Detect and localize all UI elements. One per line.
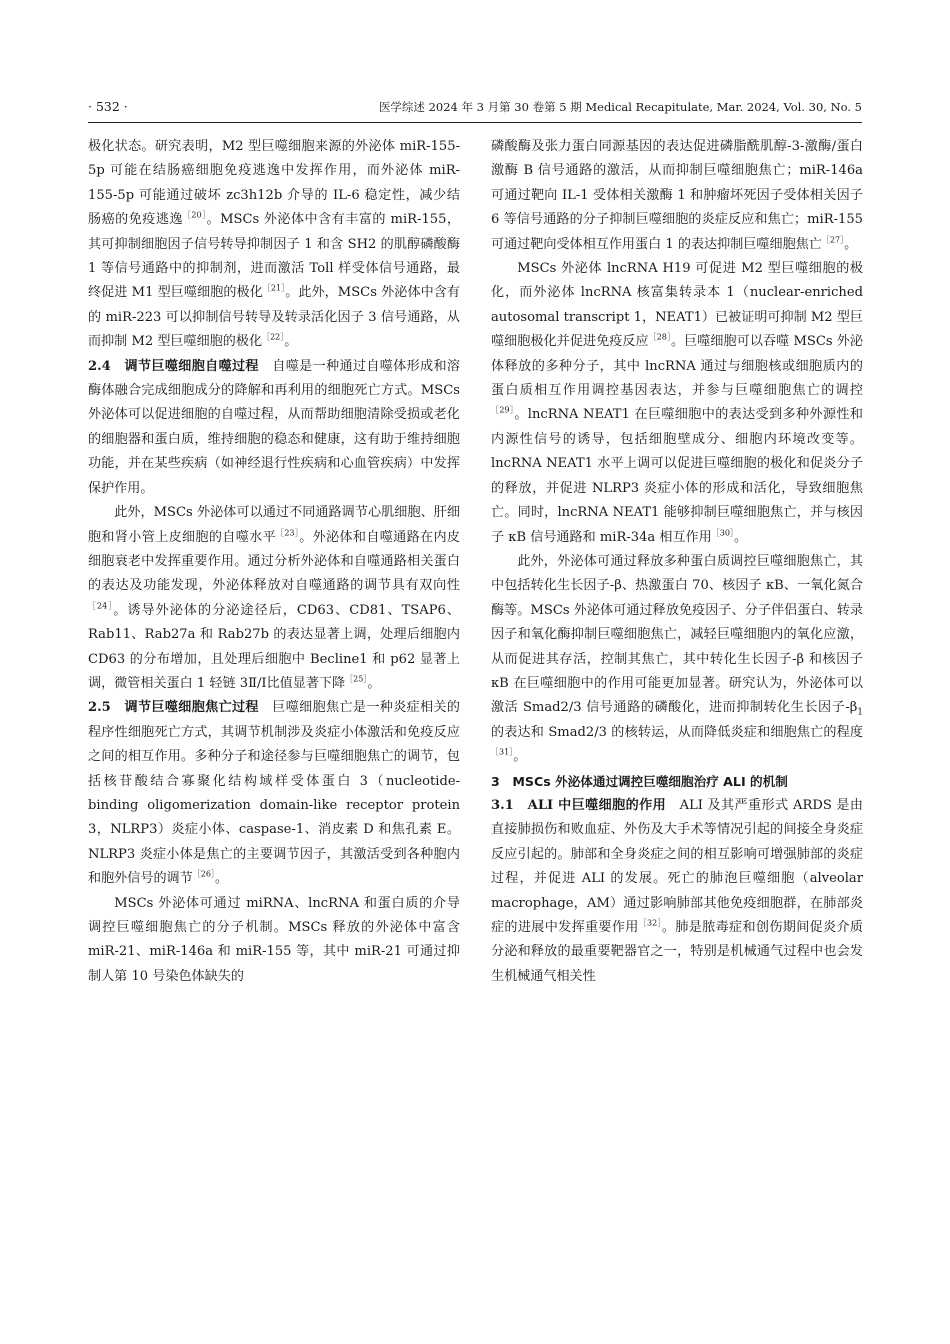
citation: ［24］ [88,601,114,611]
section-2-5: 2.5 调节巨噬细胞焦亡过程 巨噬细胞焦亡是一种炎症相关的程序性细胞死亡方式，其调节机制涉及炎症小体激活和免疫反应之间的相互作用。多种分子和途径参与巨噬细胞焦亡的调节，包括核苷酸结合寡聚化结构域样受体蛋白 3（nucleotide-binding oligomerization domain-like receptor protein 3，NLRP3）炎症小体、caspase-1、消皮素 D 和焦孔素 E。NLRP3 炎症小体是焦亡的主要调节因子，其激活受到各种胞内和胞外信号的调节$^{[26]}$。 [88,700,461,887]
right-column [491,135,863,989]
citation: ［30］ [711,528,734,538]
section-heading: 3.1 ALI 中巨噬细胞的作用 [491,797,667,813]
citation: ［21］ [262,284,286,294]
header-rule [88,122,862,123]
citation: ［22］ [262,332,285,342]
section-heading: 2.4 调节巨噬细胞自噬过程 [88,358,259,374]
journal-citation: 医学综述 2024 年 3 月第 30 卷第 5 期 Medical Recapitulate, Mar. 2024, Vol. 30, No. 5 [378,100,862,114]
left-column [88,135,460,989]
section-2-4: 2.4 调节巨噬细胞自噬过程 自噬是一种通过自噬体形成和溶酶体融合完成细胞成分的降解和再利用的细胞死亡方式。MSCs 外泌体可以促进细胞的自噬过程，从而帮助细胞清除受损或老化的细胞器和蛋白质，维持细胞的稳态和健康，这有助于维持细胞功能，并在某些疾病（如神经退行性疾病和心血管疾病）中发挥保护作用。 [88,358,461,496]
citation: ［28］ [648,332,671,342]
paragraph: 磷酸酶及张力蛋白同源基因的表达促进磷脂酰肌醇-3-激酶/蛋白激酶 B 信号通路的激活，从而抑制巨噬细胞焦亡；miR-146a 可通过靶向 IL-1 受体相关激酶 1 和肿瘤坏死因子受体相关因子 6 等信号通路的分子抑制巨噬细胞的炎症反应和焦亡；miR-155 可通过靶向受体相互作用蛋白 1 的表达抑制巨噬细胞焦亡$^{[27]}$。 [491,139,863,252]
section-3-heading: 3 MSCs 外泌体通过调控巨噬细胞治疗 ALI 的机制 [491,773,788,789]
paragraph: 此外，MSCs 外泌体可以通过不同通路调节心肌细胞、肝细胞和肾小管上皮细胞的自噬水平$^{[23]}$。外泌体和自噬通路在内皮细胞衰老中发挥重要作用。通过分析外泌体和自噬通路相关蛋白的表达及功能发现，外泌体释放对自噬通路的调节具有双向性$^{[24]}$。诱导外泌体的分泌途径后，CD63、CD81、TSAP6、Rab11、Rab27a 和 Rab27b 的表达显著上调，处理后细胞内 CD63 的分布增加，且处理后细胞中 Becline1 和 p62 显著上调，微管相关蛋白 1 轻链 3Ⅱ/Ⅰ比值显著下降$^{[25]}$。 [88,505,460,691]
citation: ［23］ [276,528,300,538]
running-header [88,96,862,118]
section-3-1: 3.1 ALI 中巨噬细胞的作用 ALI 及其严重形式 ARDS 是由直接肺损伤和败血症、外伤及大手术等情况引起的间接全身炎症反应引起的。肺部和全身炎症之间的相互影响可增强肺部的炎症过程，并促进 ALI 的发展。死亡的肺泡巨噬细胞（alveolar macrophage，AM）通过影响肺部其他免疫细胞群，在肺部炎症的进展中发挥重要作用$^{[32]}$。肺是脓毒症和创伤期间促炎介质分泌和释放的最重要靶器官之一，特别是机械通气过程中也会发生机械通气相关性 [491,797,863,984]
paragraph: 极化状态。研究表明，M2 型巨噬细胞来源的外泌体 miR-155-5p 可能在结肠癌细胞免疫逃逸中发挥作用，而外泌体 miR-155-5p 可能通过破坏 zc3h12b 介导的 IL-6 稳定性，减少结肠癌的免疫逃逸$^{[20]}$。MSCs 外泌体中含有丰富的 miR-155，其可抑制细胞因子信号转导抑制因子 1 和含 SH2 的肌醇磷酸酶 1 等信号通路中的抑制剂，进而激活 Toll 样受体信号通路，最终促进 M1 型巨噬细胞的极化$^{[21]}$。此外，MSCs 外泌体中含有的 miR-223 可以抑制信号转导及转录活化因子 3 信号通路，从而抑制 M2 型巨噬细胞的极化$^{[22]}$。 [88,139,460,350]
citation: ［27］ [821,235,845,245]
paragraph: 此外，外泌体可通过释放多种蛋白质调控巨噬细胞焦亡，其中包括转化生长因子-β、热激蛋白 70、核因子 κB、一氧化氮合酶等。MSCs 外泌体可通过释放免疫因子、分子伴侣蛋白、转录因子和氧化酶抑制巨噬细胞焦亡，减轻巨噬细胞内的氧化应激，从而促进其存活，控制其焦亡，其中转化生长因子-β 和核因子 κB 在巨噬细胞中的作用可能更加显著。研究认为，外泌体可以激活 Smad2/3 信号通路的磷酸化，进而抑制转化生长因子$-\beta_1$ 的表达和 Smad2/3 的核转运，从而降低炎症和细胞焦亡的程度$^{[31]}$。 [491,553,863,765]
page-number: · 532 · [88,99,128,114]
citation: ［20］ [182,210,207,220]
citation: ［26］ [192,869,215,879]
section-heading: 2.5 调节巨噬细胞焦亡过程 [88,700,259,716]
paragraph: MSCs 外泌体 lncRNA H19 可促进 M2 型巨噬细胞的极化，而外泌体 lncRNA 核富集转录本 1（nuclear-enriched autosomal transcript 1，NEAT1）已被证明可抑制 M2 型巨噬细胞极化并促进免疫反应$^{[28]}$。巨噬细胞可以吞噬 MSCs 外泌体释放的多种分子，其中 lncRNA 通过与细胞核或细胞质内的蛋白质相互作用调控基因表达，并参与巨噬细胞焦亡的调控$^{[29]}$。lncRNA NEAT1 在巨噬细胞中的表达受到多种外源性和内源性信号的诱导，包括细胞壁成分、细胞内环境改变等。lncRNA NEAT1 水平上调可以促进巨噬细胞的极化和促炎分子的释放，并促进 NLRP3 炎症小体的形成和活化，导致细胞焦亡。同时，lncRNA NEAT1 能够抑制巨噬细胞焦亡，并与核因子 κB 信号通路和 miR-34a 相互作用$^{[30]}$。 [491,261,864,545]
paragraph: MSCs 外泌体可通过 miRNA、lncRNA 和蛋白质的介导调控巨噬细胞焦亡的分子机制。MSCs 释放的外泌体中富含 miR-21、miR-146a 和 miR-155 等，其中 miR-21 可通过抑制人第 10 号染色体缺失的 [88,895,460,984]
citation: ［25］ [345,674,368,684]
citation: ［32］ [638,918,662,928]
citation: ［29］ [491,406,515,416]
citation: ［31］ [491,747,514,757]
